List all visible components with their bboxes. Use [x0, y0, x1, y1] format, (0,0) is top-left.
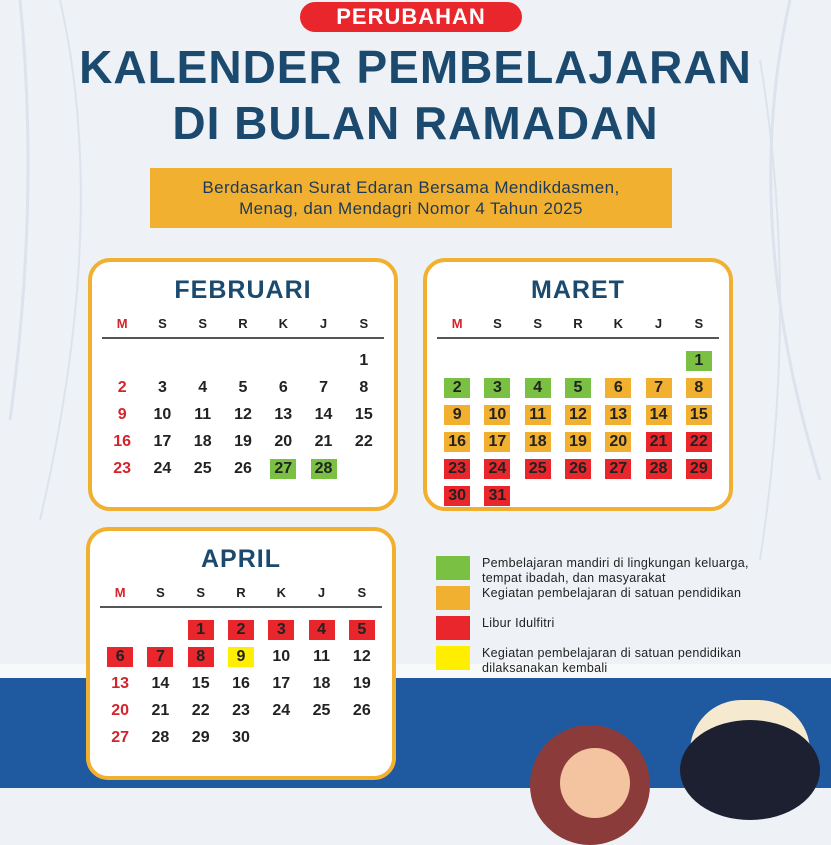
- legend-item-orange: [436, 584, 796, 614]
- day-number: 12: [352, 647, 371, 665]
- day-number: 22: [191, 701, 210, 719]
- day-number: 5: [349, 620, 375, 640]
- day-cell: [437, 432, 477, 452]
- day-cell: [183, 405, 223, 425]
- day-cell: [598, 378, 638, 398]
- day-cell: [142, 432, 182, 452]
- day-number: 23: [113, 459, 132, 477]
- day-cell: [638, 459, 678, 479]
- day-cell: [140, 728, 180, 748]
- legend-item-red: [436, 614, 796, 644]
- day-cell: [221, 647, 261, 667]
- subtitle-line1: Berdasarkan Surat Edaran Bersama Mendikdasmen,: [202, 178, 620, 197]
- badge-perubahan: PERUBAHAN: [300, 2, 522, 32]
- day-number: 27: [605, 459, 631, 479]
- week-row: [102, 428, 384, 455]
- day-number: 13: [274, 405, 293, 423]
- calendar-grid: [100, 579, 382, 751]
- day-cell: [263, 459, 303, 479]
- day-number: 3: [484, 378, 510, 398]
- day-cell: [221, 674, 261, 694]
- week-row: [437, 455, 719, 482]
- day-number: 21: [314, 432, 333, 450]
- day-cell: [638, 405, 678, 425]
- day-cell: [344, 351, 384, 371]
- day-number: 17: [272, 674, 291, 692]
- day-number: 11: [313, 647, 330, 665]
- day-number: 4: [525, 378, 551, 398]
- day-cell: [598, 432, 638, 452]
- day-cell: [342, 620, 382, 640]
- day-cell: [142, 405, 182, 425]
- day-number: 27: [111, 728, 130, 746]
- day-number: 20: [111, 701, 130, 719]
- day-number: 28: [646, 459, 672, 479]
- calendar-februari: [88, 258, 398, 511]
- week-row: [437, 347, 719, 374]
- day-cell: [518, 459, 558, 479]
- page-title-line2: DI BULAN RAMADAN: [172, 97, 659, 149]
- legend-line1: Kegiatan pembelajaran di satuan pendidikan: [482, 646, 742, 660]
- day-cell: [679, 351, 719, 371]
- header-divider: [437, 337, 719, 339]
- week-row: [437, 401, 719, 428]
- weekday-header: R: [236, 585, 246, 600]
- day-number: 17: [484, 432, 510, 452]
- day-number: 30: [444, 486, 470, 506]
- day-number: 9: [444, 405, 470, 425]
- week-row: [102, 374, 384, 401]
- legend: [436, 554, 796, 674]
- day-number: 24: [484, 459, 510, 479]
- day-cell: [638, 378, 678, 398]
- calendar-grid: [102, 310, 384, 482]
- day-cell: [263, 378, 303, 398]
- subtitle-line2: Menag, dan Mendagri Nomor 4 Tahun 2025: [239, 199, 583, 218]
- week-row: [100, 670, 382, 697]
- day-cell: [140, 674, 180, 694]
- weekday-header-row: [100, 579, 382, 606]
- day-number: 21: [646, 432, 672, 452]
- day-number: 1: [359, 351, 369, 369]
- day-cell: [181, 620, 221, 640]
- legend-text: [482, 646, 741, 676]
- day-cell: [102, 405, 142, 425]
- subtitle-box: [150, 168, 672, 228]
- legend-line1: Kegiatan pembelajaran di satuan pendidikan: [482, 586, 742, 600]
- day-cell: [344, 405, 384, 425]
- day-cell: [261, 674, 301, 694]
- weekday-header: R: [573, 316, 583, 331]
- day-cell: [140, 701, 180, 721]
- day-number: 14: [314, 405, 333, 423]
- page-title-line1: KALENDER PEMBELAJARAN: [79, 41, 752, 93]
- day-cell: [303, 378, 343, 398]
- calendar-grid: [437, 310, 719, 509]
- week-row: [100, 724, 382, 751]
- day-number: 25: [525, 459, 551, 479]
- legend-text: [482, 556, 749, 586]
- weekday-header-row: [437, 310, 719, 337]
- day-number: 28: [311, 459, 337, 479]
- day-cell: [342, 701, 382, 721]
- weekday-header: S: [359, 316, 369, 331]
- day-number: 6: [278, 378, 288, 396]
- day-cell: [100, 728, 140, 748]
- day-cell: [437, 378, 477, 398]
- day-cell: [100, 674, 140, 694]
- legend-swatch-red: [436, 616, 470, 640]
- header-divider: [102, 337, 384, 339]
- day-cell: [223, 432, 263, 452]
- weekday-header: S: [196, 585, 206, 600]
- day-cell: [100, 647, 140, 667]
- weekday-header: J: [319, 316, 328, 331]
- day-number: 24: [153, 459, 172, 477]
- day-number: 16: [444, 432, 470, 452]
- day-number: 4: [198, 378, 208, 396]
- day-number: 16: [113, 432, 132, 450]
- day-cell: [100, 701, 140, 721]
- day-number: 15: [191, 674, 210, 692]
- day-number: 4: [309, 620, 335, 640]
- weekday-header: M: [116, 316, 128, 331]
- character-girl-face: [560, 748, 630, 818]
- day-cell: [221, 701, 261, 721]
- week-row: [437, 482, 719, 509]
- weekday-header: S: [158, 316, 167, 331]
- day-cell: [140, 647, 180, 667]
- day-cell: [679, 459, 719, 479]
- day-number: 26: [234, 459, 252, 477]
- day-cell: [558, 459, 598, 479]
- day-number: 8: [359, 378, 369, 396]
- day-number: 13: [605, 405, 631, 425]
- day-number: 21: [151, 701, 170, 719]
- week-row: [102, 401, 384, 428]
- day-cell: [518, 378, 558, 398]
- day-number: 7: [147, 647, 173, 667]
- day-cell: [223, 378, 263, 398]
- day-number: 22: [686, 432, 712, 452]
- day-number: 29: [686, 459, 712, 479]
- day-cell: [263, 432, 303, 452]
- day-cell: [142, 378, 182, 398]
- day-cell: [223, 405, 263, 425]
- week-row: [100, 643, 382, 670]
- day-cell: [437, 459, 477, 479]
- legend-line1: Libur Idulfitri: [482, 616, 555, 630]
- day-cell: [181, 647, 221, 667]
- day-number: 7: [646, 378, 672, 398]
- day-cell: [221, 620, 261, 640]
- day-cell: [679, 405, 719, 425]
- calendar-maret: [423, 258, 733, 511]
- legend-line2: dilaksanakan kembali: [482, 661, 608, 675]
- day-cell: [638, 432, 678, 452]
- day-number: 20: [605, 432, 631, 452]
- day-cell: [303, 405, 343, 425]
- day-number: 19: [565, 432, 591, 452]
- week-row: [437, 428, 719, 455]
- weekday-header-row: [102, 310, 384, 337]
- weekday-header: S: [694, 316, 704, 331]
- day-number: 6: [107, 647, 133, 667]
- day-number: 3: [157, 378, 167, 396]
- day-cell: [477, 378, 517, 398]
- character-boy-hair: [680, 720, 820, 820]
- day-number: 18: [312, 674, 331, 692]
- day-number: 29: [191, 728, 210, 746]
- day-cell: [558, 432, 598, 452]
- day-cell: [223, 459, 263, 479]
- day-number: 27: [270, 459, 296, 479]
- weekday-header: S: [357, 585, 367, 600]
- day-cell: [261, 620, 301, 640]
- weekday-header: M: [451, 316, 463, 331]
- weekday-header: S: [533, 316, 543, 331]
- day-cell: [301, 701, 341, 721]
- day-number: 18: [193, 432, 212, 450]
- day-number: 26: [352, 701, 371, 719]
- legend-line1: Pembelajaran mandiri di lingkungan keluarga,: [482, 556, 749, 570]
- day-cell: [477, 432, 517, 452]
- day-number: 1: [188, 620, 214, 640]
- legend-swatch-yellow: [436, 646, 470, 670]
- day-number: 9: [117, 405, 127, 423]
- day-cell: [221, 728, 261, 748]
- day-cell: [301, 647, 341, 667]
- day-cell: [181, 728, 221, 748]
- weekday-header: K: [276, 585, 286, 600]
- legend-text: [482, 616, 555, 631]
- weekday-header: K: [613, 316, 623, 331]
- day-number: 2: [117, 378, 127, 396]
- day-cell: [142, 459, 182, 479]
- day-cell: [598, 405, 638, 425]
- day-number: 7: [319, 378, 328, 396]
- legend-text: [482, 586, 741, 601]
- day-cell: [437, 405, 477, 425]
- day-cell: [183, 459, 223, 479]
- legend-item-green: [436, 554, 796, 584]
- month-title: MARET: [531, 276, 625, 304]
- day-number: 30: [232, 728, 250, 746]
- day-number: 9: [228, 647, 254, 667]
- day-cell: [558, 405, 598, 425]
- day-number: 3: [268, 620, 294, 640]
- calendar-april: [86, 527, 396, 780]
- day-cell: [301, 674, 341, 694]
- day-cell: [261, 647, 301, 667]
- day-cell: [518, 405, 558, 425]
- legend-swatch-orange: [436, 586, 470, 610]
- weekday-header: K: [278, 316, 288, 331]
- day-number: 31: [484, 486, 510, 506]
- day-number: 5: [238, 378, 248, 396]
- day-cell: [102, 432, 142, 452]
- legend-item-yellow: [436, 644, 796, 674]
- day-cell: [181, 701, 221, 721]
- day-cell: [102, 378, 142, 398]
- header-divider: [100, 606, 382, 608]
- legend-swatch-green: [436, 556, 470, 580]
- day-cell: [558, 378, 598, 398]
- day-number: 12: [234, 405, 252, 423]
- day-cell: [342, 674, 382, 694]
- day-number: 25: [312, 701, 331, 719]
- weekday-header: R: [238, 316, 248, 331]
- month-title: FEBRUARI: [174, 276, 312, 304]
- day-number: 12: [565, 405, 591, 425]
- day-number: 20: [274, 432, 293, 450]
- day-number: 10: [484, 405, 510, 425]
- day-number: 23: [232, 701, 250, 719]
- day-cell: [344, 378, 384, 398]
- day-number: 22: [354, 432, 373, 450]
- day-number: 24: [272, 701, 291, 719]
- day-cell: [518, 432, 558, 452]
- day-number: 14: [646, 405, 672, 425]
- day-cell: [303, 459, 343, 479]
- day-cell: [183, 432, 223, 452]
- day-number: 25: [193, 459, 212, 477]
- week-row: [100, 697, 382, 724]
- day-number: 23: [444, 459, 470, 479]
- week-row: [437, 374, 719, 401]
- day-number: 16: [232, 674, 250, 692]
- day-number: 14: [151, 674, 170, 692]
- weekday-header: J: [654, 316, 663, 331]
- day-number: 8: [188, 647, 214, 667]
- day-number: 10: [272, 647, 291, 665]
- day-cell: [301, 620, 341, 640]
- day-cell: [261, 701, 301, 721]
- day-cell: [437, 486, 477, 506]
- day-number: 26: [565, 459, 591, 479]
- weekday-header: S: [493, 316, 502, 331]
- day-number: 15: [686, 405, 712, 425]
- day-cell: [477, 405, 517, 425]
- day-number: 17: [153, 432, 172, 450]
- day-number: 2: [444, 378, 470, 398]
- month-title: APRIL: [201, 545, 281, 573]
- day-cell: [598, 459, 638, 479]
- day-cell: [477, 486, 517, 506]
- day-cell: [342, 647, 382, 667]
- day-cell: [679, 432, 719, 452]
- legend-line2: tempat ibadah, dan masyarakat: [482, 571, 666, 585]
- day-cell: [102, 459, 142, 479]
- day-cell: [263, 405, 303, 425]
- day-number: 11: [194, 405, 212, 423]
- day-number: 8: [686, 378, 712, 398]
- day-number: 10: [153, 405, 172, 423]
- day-number: 19: [352, 674, 371, 692]
- day-number: 19: [234, 432, 252, 450]
- day-number: 18: [525, 432, 551, 452]
- day-cell: [679, 378, 719, 398]
- day-number: 1: [686, 351, 712, 371]
- day-cell: [477, 459, 517, 479]
- weekday-header: M: [114, 585, 126, 600]
- day-number: 5: [565, 378, 591, 398]
- weekday-header: S: [156, 585, 165, 600]
- day-number: 6: [605, 378, 631, 398]
- day-number: 13: [111, 674, 130, 692]
- week-row: [102, 347, 384, 374]
- day-number: 11: [525, 405, 551, 425]
- day-cell: [181, 674, 221, 694]
- day-cell: [303, 432, 343, 452]
- week-row: [102, 455, 384, 482]
- day-cell: [344, 432, 384, 452]
- day-cell: [183, 378, 223, 398]
- week-row: [100, 616, 382, 643]
- day-number: 15: [354, 405, 373, 423]
- day-number: 28: [151, 728, 170, 746]
- day-number: 2: [228, 620, 254, 640]
- weekday-header: S: [198, 316, 208, 331]
- weekday-header: J: [317, 585, 326, 600]
